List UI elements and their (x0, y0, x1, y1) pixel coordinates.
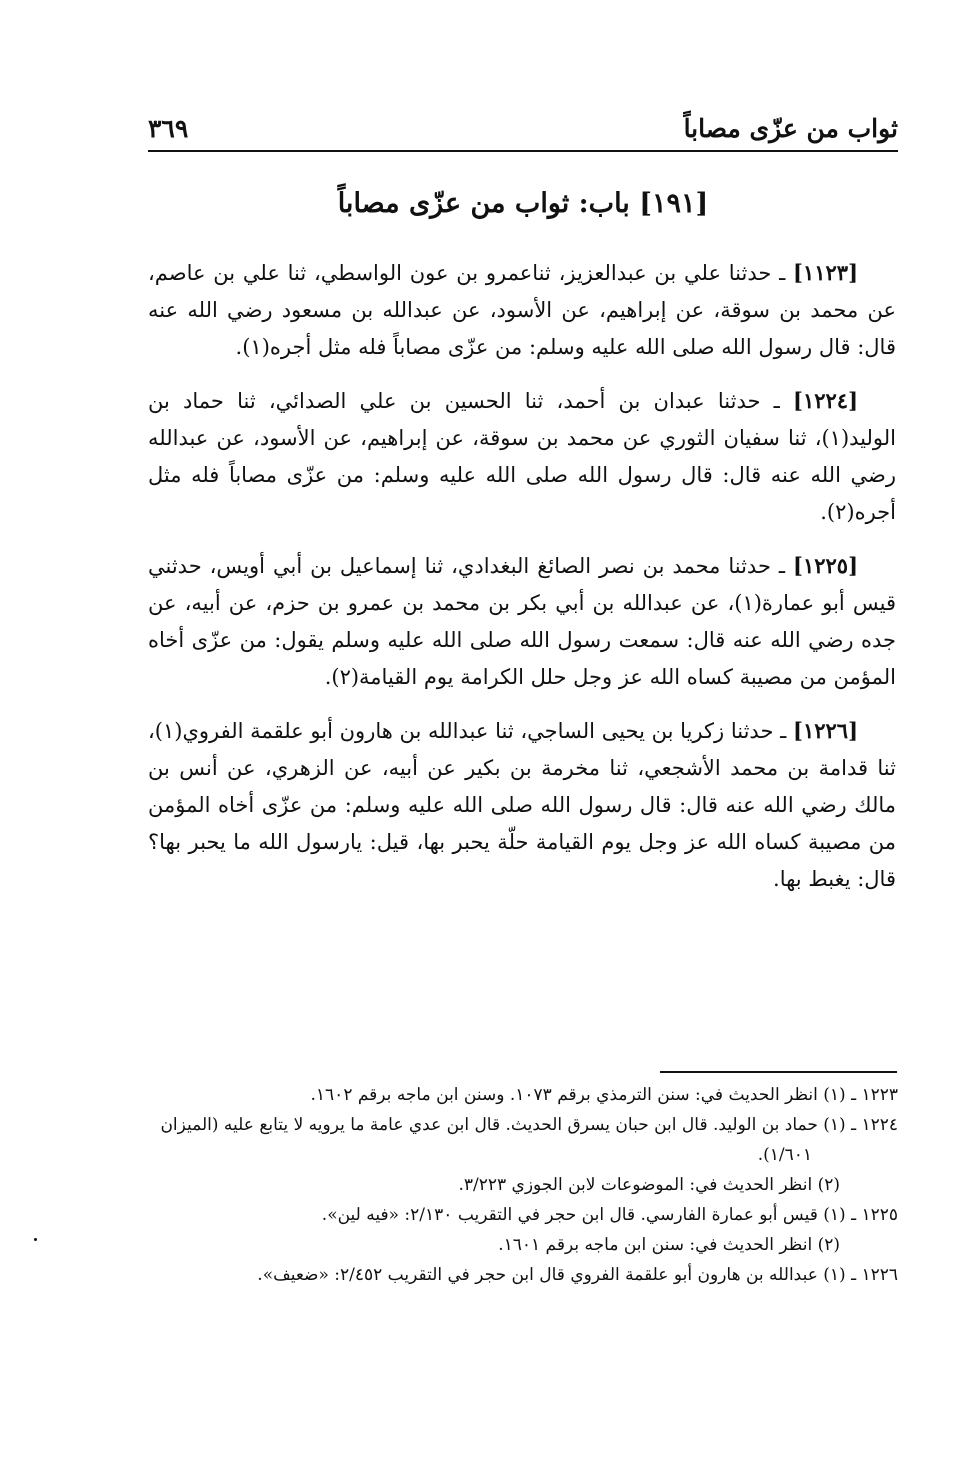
footnote-line: ١٢٢٣ ـ (١) انظر الحديث في: سنن الترمذي برقم ١٠٧٣. وسنن ابن ماجه برقم ١٦٠٢. (310, 1085, 898, 1105)
footnote-line: ١٢٢٤ ـ (١) حماد بن الوليد. قال ابن حبان يسرق الحديث. قال ابن عدي عامة ما يرويه لا يتابع عليه (الميزان (160, 1115, 898, 1135)
hadith-paragraph (148, 382, 896, 531)
hadith-number: [١٢٢٦] (793, 718, 858, 743)
hadith-number: [١٢٢٤] (793, 388, 858, 413)
hadith-number: [١١٢٣] (793, 260, 858, 285)
footnote-line: ١٢٢٥ ـ (١) قيس أبو عمارة الفارسي. قال ابن حجر في التقريب ٢/١٣٠: «فيه لين». (321, 1205, 898, 1225)
footnotes (140, 1080, 898, 1290)
hadith-paragraph (148, 254, 896, 366)
page-number: ٣٦٩ (148, 113, 189, 143)
chapter-title: [١٩١] باب: ثواب من عزّى مصاباً (337, 188, 709, 219)
footnote-divider (660, 1071, 897, 1073)
footnote-line: (٢) انظر الحديث في: الموضوعات لابن الجوزي ٣/٢٢٣. (458, 1175, 840, 1195)
running-header (148, 106, 898, 152)
hadith-paragraph (148, 547, 896, 696)
hadith-text: ـ حدثنا عبدان بن أحمد، ثنا الحسين بن علي الصدائي، ثنا حماد بن الوليد(١)، ثنا سفيان الثوري عن محمد بن سوقة، عن إبراهيم، عن الأسود، عن عبدالله رضي الله عنه قال: قال رسول الله صلى الله عليه وسلم: من عزّى مصاباً فله مثل أجره(٢). (148, 389, 896, 524)
hadith-text: ـ حدثنا علي بن عبدالعزيز، ثناعمرو بن عون الواسطي، ثنا علي بن عاصم، عن محمد بن سوقة، عن إبراهيم، عن الأسود، عن عبدالله بن مسعود رضي الله عنه قال: قال رسول الله صلى الله عليه وسلم: من عزّى مصاباً فله مثل أجره(١). (148, 261, 896, 359)
footnote-line: ١/٦٠١). (757, 1145, 812, 1165)
hadith-text: ـ حدثنا زكريا بن يحيى الساجي، ثنا عبدالله بن هارون أبو علقمة الفروي(١)، ثنا قدامة بن محمد الأشجعي، ثنا مخرمة بن بكير عن أبيه، عن الزهري، عن أنس بن مالك رضي الله عنه قال: قال رسول الله صلى الله عليه وسلم: من عزّى أخاه المؤمن من مصيبة كساه الله عز وجل يوم القيامة حلّة يحبر بها، قيل: يارسول الله ما يحبر بها؟ قال: يغبط بها. (148, 719, 896, 891)
hadith-text: ـ حدثنا محمد بن نصر الصائغ البغدادي، ثنا إسماعيل بن أبي أويس، حدثني قيس أبو عمارة(١)، عن عبدالله بن أبي بكر بن محمد بن عمرو بن حزم، عن أبيه، عن جده رضي الله عنه قال: سمعت رسول الله صلى الله عليه وسلم يقول: من عزّى أخاه المؤمن من مصيبة كساه الله عز وجل حلل الكرامة يوم القيامة(٢). (148, 554, 897, 689)
footnote-line: ١٢٢٦ ـ (١) عبدالله بن هارون أبو علقمة الفروي قال ابن حجر في التقريب ٢/٤٥٢: «ضعيف». (257, 1265, 898, 1285)
footnote-line: (٢) انظر الحديث في: سنن ابن ماجه برقم ١٦٠١. (498, 1235, 840, 1255)
main-text (148, 254, 896, 914)
running-title: ثواب من عزّى مصاباً (683, 113, 898, 143)
hadith-paragraph (148, 712, 896, 898)
hadith-number: [١٢٢٥] (793, 553, 858, 578)
scan-speck (34, 1238, 37, 1241)
